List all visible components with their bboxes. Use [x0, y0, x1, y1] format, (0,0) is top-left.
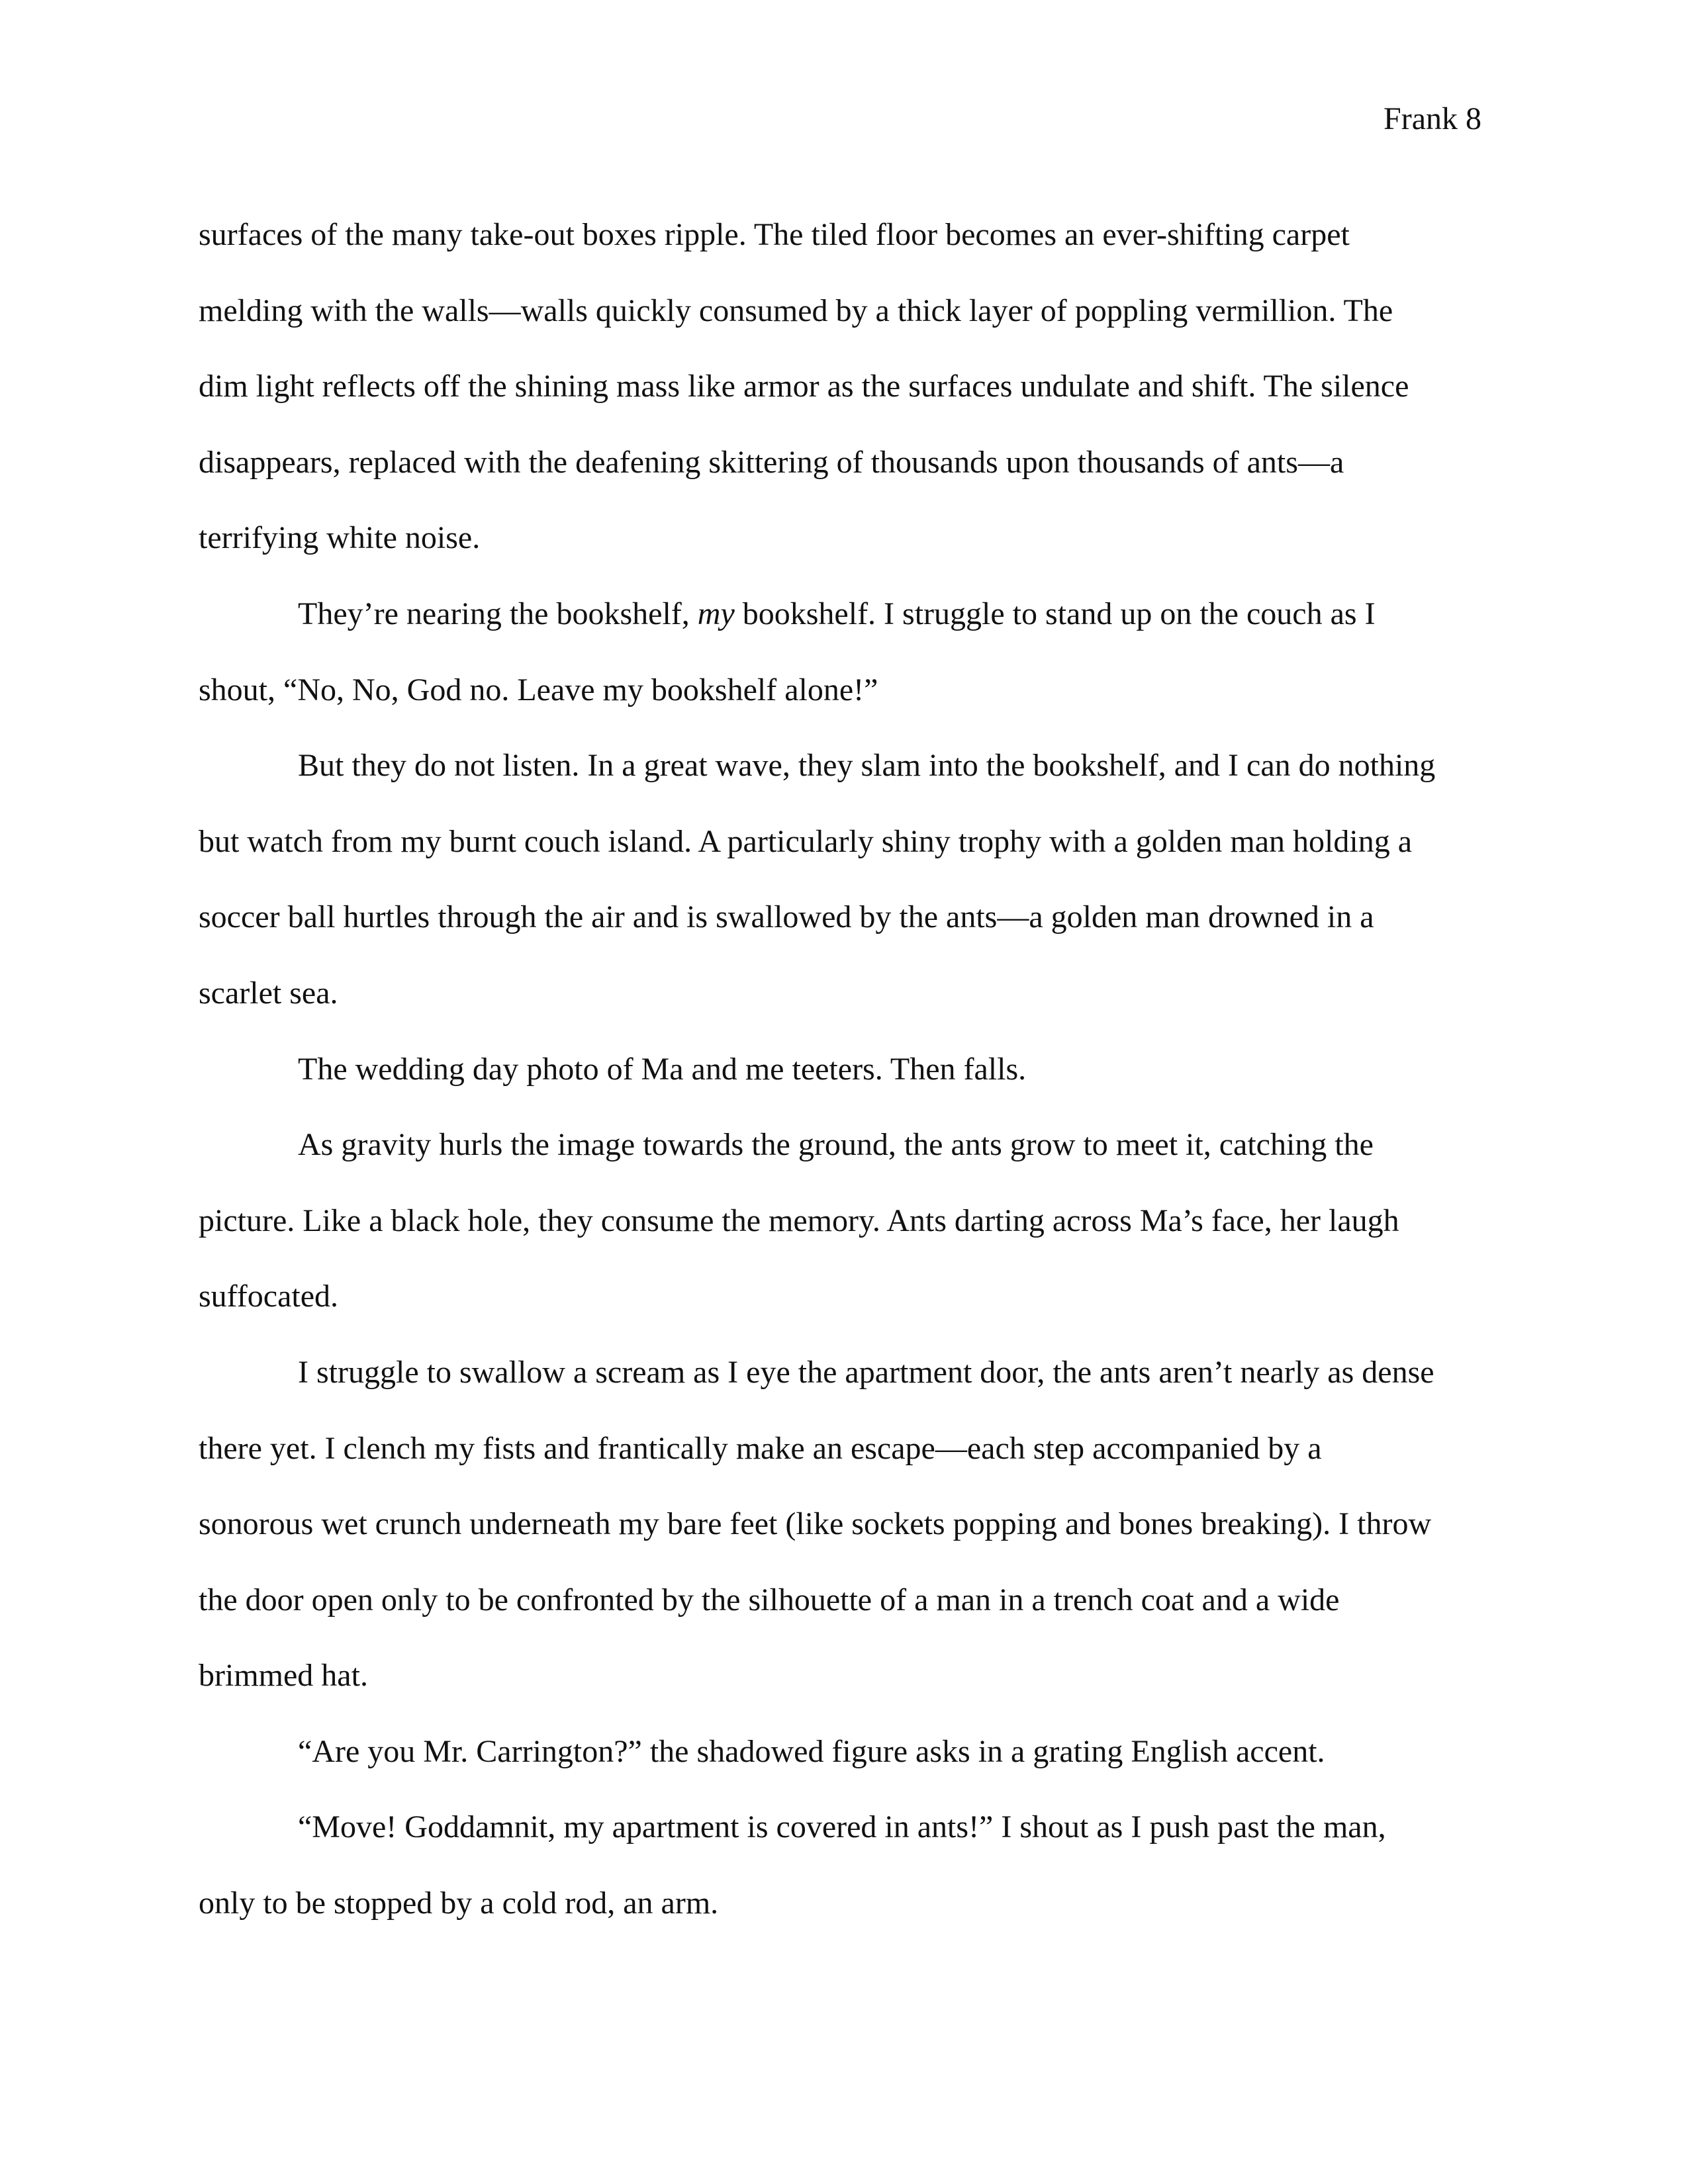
italic-emphasis: my	[697, 596, 735, 631]
text-line	[199, 576, 1489, 653]
paragraph-7	[199, 1714, 1489, 1790]
text-run: They’re nearing the bookshelf,	[298, 596, 698, 631]
text-line: melding with the walls—walls quickly consumed by a thick layer of poppling vermillion. The	[199, 293, 1393, 328]
text-line: “Move! Goddamnit, my apartment is covered in ants!” I shout as I push past the man,	[298, 1809, 1386, 1845]
text-line: soccer ball hurtles through the air and is swallowed by the ants—a golden man drowned in a	[199, 899, 1374, 935]
text-line: suffocated.	[199, 1279, 339, 1314]
paragraph-3	[199, 728, 1489, 1031]
text-line: the door open only to be confronted by the silhouette of a man in a trench coat and a wide	[199, 1582, 1340, 1617]
paragraph-5	[199, 1107, 1489, 1335]
paragraph-4	[199, 1032, 1489, 1108]
text-line: sonorous wet crunch underneath my bare feet (like sockets popping and bones breaking). I throw	[199, 1506, 1432, 1542]
text-line: “Are you Mr. Carrington?” the shadowed figure asks in a grating English accent.	[298, 1733, 1325, 1769]
paragraph-2	[199, 576, 1489, 728]
text-line: scarlet sea.	[199, 975, 338, 1011]
paragraph-8	[199, 1790, 1489, 1941]
text-line: brimmed hat.	[199, 1658, 368, 1694]
text-line: As gravity hurls the image towards the ground, the ants grow to meet it, catching the	[298, 1127, 1374, 1163]
text-line: only to be stopped by a cold rod, an arm.	[199, 1886, 719, 1921]
paragraph-1	[199, 197, 1489, 576]
text-line: picture. Like a black hole, they consume the memory. Ants darting across Ma’s face, her laugh	[199, 1203, 1399, 1238]
text-line: shout, “No, No, God no. Leave my bookshelf alone!”	[199, 672, 878, 707]
running-head: Frank 8	[1383, 101, 1481, 136]
text-line: disappears, replaced with the deafening skittering of thousands upon thousands of ants—a	[199, 444, 1344, 480]
text-line: The wedding day photo of Ma and me teeters. Then falls.	[298, 1051, 1027, 1087]
text-run: bookshelf. I struggle to stand up on the couch as I	[734, 596, 1376, 631]
paragraph-6	[199, 1335, 1489, 1714]
text-line: dim light reflects off the shining mass like armor as the surfaces undulate and shift. The silence	[199, 369, 1409, 404]
text-line: there yet. I clench my fists and frantically make an escape—each step accompanied by a	[199, 1430, 1322, 1466]
text-line: But they do not listen. In a great wave, they slam into the bookshelf, and I can do nothing	[298, 748, 1436, 784]
text-line: but watch from my burnt couch island. A particularly shiny trophy with a golden man holding a	[199, 823, 1412, 859]
text-line: terrifying white noise.	[199, 520, 481, 556]
text-line: I struggle to swallow a scream as I eye the apartment door, the ants aren’t nearly as dense	[298, 1354, 1434, 1390]
body-text	[199, 197, 1489, 1942]
text-line: surfaces of the many take-out boxes ripple. The tiled floor becomes an ever-shifting carpet	[199, 217, 1350, 252]
